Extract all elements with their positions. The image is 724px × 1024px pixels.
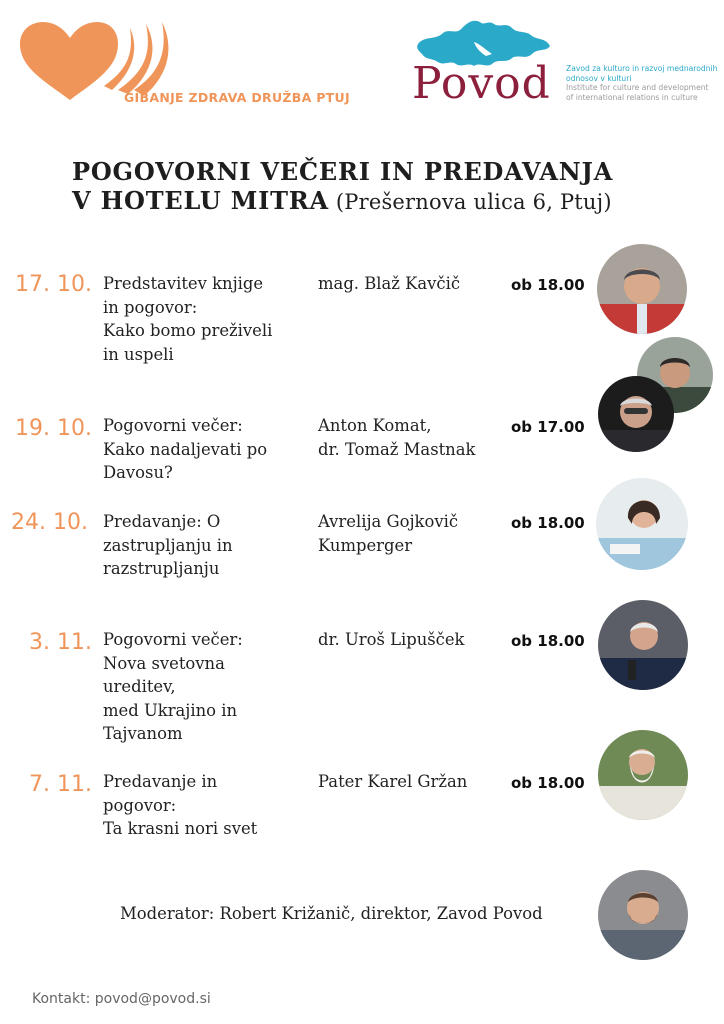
speaker-line: Pater Karel Gržan: [318, 772, 468, 791]
event-title-line: Nova svetovna: [103, 653, 225, 673]
event-title: [103, 272, 318, 366]
event-date: 17. 10.: [15, 272, 92, 297]
event-time: ob 18.00: [511, 514, 585, 532]
description-sl-line: Zavod za kulturo in razvoj mednarodnih: [566, 64, 718, 73]
event-title-line: in pogovor:: [103, 297, 198, 317]
event-speaker: [318, 628, 508, 652]
gibanje-logo-text: GIBANJE ZDRAVA DRUŽBA PTUJ: [124, 90, 350, 105]
description-en-line: of international relations in culture: [566, 92, 698, 102]
event-title-line: Predavanje: O: [103, 512, 221, 531]
event-speaker: [318, 414, 508, 461]
event-title-line: Ta krasni nori svet: [103, 819, 258, 838]
event-time: ob 17.00: [511, 418, 585, 436]
page-title-line1: POGOVORNI VEČERI IN PREDAVANJA: [72, 157, 614, 186]
event-title-line: pogovor:: [103, 795, 177, 815]
event-time: ob 18.00: [511, 774, 585, 792]
event-title: [103, 414, 318, 485]
speaker-photo: [597, 244, 687, 334]
event-date: 19. 10.: [15, 416, 92, 441]
event-title-line: Pogovorni večer:: [103, 630, 243, 649]
event-title-line: zastrupljanju in: [103, 535, 233, 555]
event-time: ob 18.00: [511, 276, 585, 294]
page-title-line2: [72, 186, 612, 215]
contact-text: Kontakt: povod@povod.si: [32, 991, 211, 1007]
event-title-line: Pogovorni večer:: [103, 416, 243, 435]
event-date: 3. 11.: [29, 630, 92, 655]
povod-logo-description: [566, 64, 724, 102]
speaker-line: dr. Tomaž Mastnak: [318, 439, 476, 459]
speaker-line: Anton Komat,: [318, 416, 432, 435]
event-title-line: Tajvanom: [103, 724, 183, 743]
venue-address: (Prešernova ulica 6, Ptuj): [328, 190, 612, 214]
event-title-line: razstrupljanju: [103, 559, 220, 578]
speaker-photo: [598, 600, 688, 690]
event-title-line: Davosu?: [103, 463, 173, 482]
speaker-photo: [598, 376, 674, 452]
speaker-line: Avrelija Gojkovič: [318, 512, 459, 531]
event-title-line: Predavanje in: [103, 772, 218, 791]
speaker-line: dr. Uroš Lipušček: [318, 630, 465, 649]
description-en-line: Institute for culture and development: [566, 83, 709, 93]
speaker-line: mag. Blaž Kavčič: [318, 274, 461, 293]
event-speaker: [318, 272, 508, 296]
povod-logo-word: Povod: [412, 58, 551, 109]
event-speaker: [318, 510, 508, 557]
event-title-line: Kako nadaljevati po: [103, 439, 268, 459]
event-title-line: Predstavitev knjige: [103, 274, 264, 293]
event-title: [103, 510, 318, 581]
speaker-line: Kumperger: [318, 535, 413, 555]
event-title-line: ureditev,: [103, 677, 176, 696]
event-title-line: Kako bomo preživeli: [103, 321, 273, 340]
moderator-photo: [598, 870, 688, 960]
event-date: 24. 10.: [11, 510, 88, 535]
event-date: 7. 11.: [29, 772, 92, 797]
description-sl-line: odnosov v kulturi: [566, 73, 632, 83]
event-title-line: in uspeli: [103, 344, 174, 364]
venue-name: V HOTELU MITRA: [72, 186, 329, 215]
moderator-text: Moderator: Robert Križanič, direktor, Zavod Povod: [120, 904, 543, 923]
event-time: ob 18.00: [511, 632, 585, 650]
speaker-photo: [596, 478, 688, 570]
event-title: [103, 628, 318, 746]
event-title-line: med Ukrajino in: [103, 700, 238, 720]
event-speaker: [318, 770, 508, 794]
speaker-photo: [598, 730, 688, 820]
event-title: [103, 770, 318, 841]
